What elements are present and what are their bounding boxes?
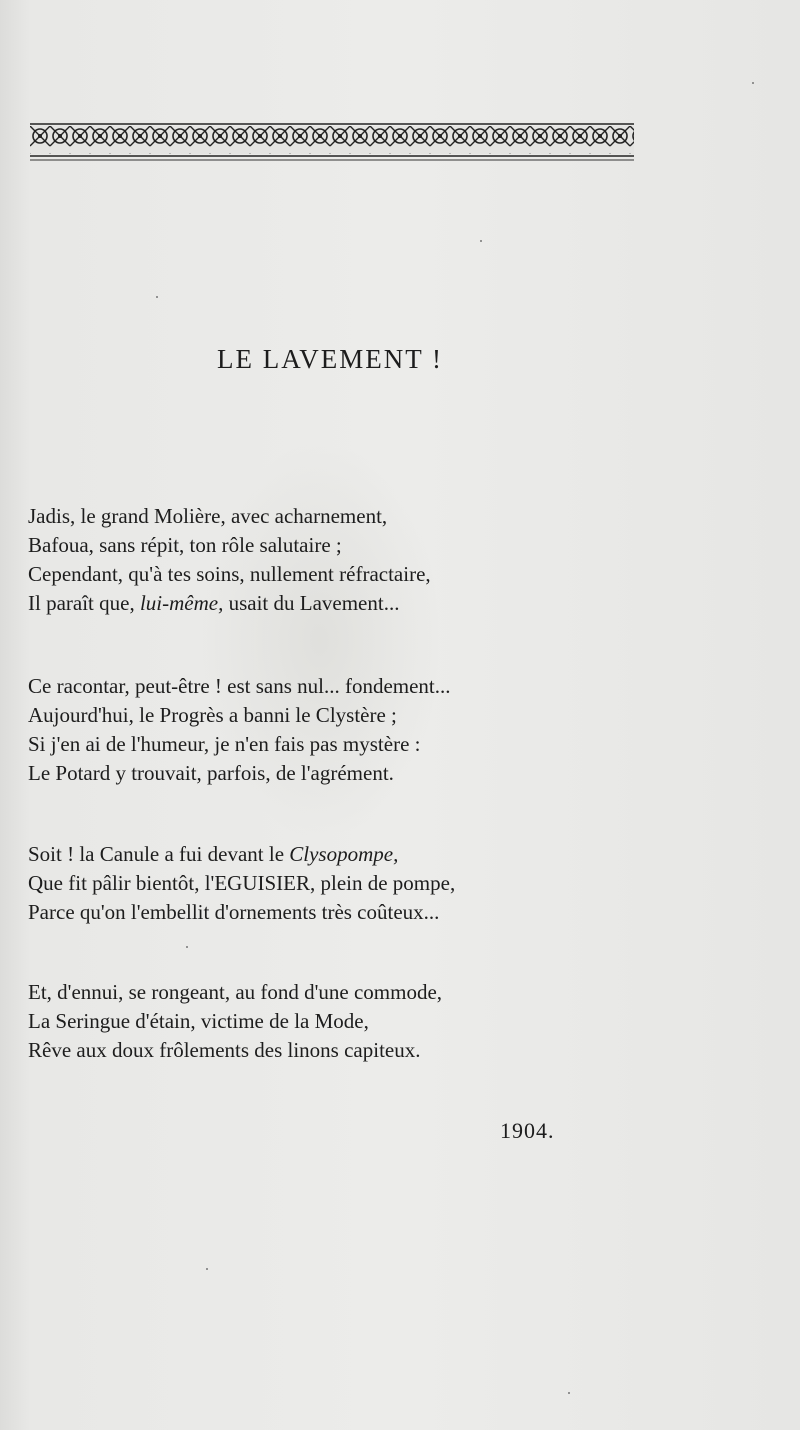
poem-date: 1904.	[500, 1118, 555, 1143]
italic-emphasis: lui-même,	[139, 591, 224, 615]
verse-line: Le Potard y trouvait, parfois, de l'agrément.	[28, 761, 394, 785]
paper-speck	[568, 1392, 570, 1394]
verse-line: Rêve aux doux frôlements des linons capiteux.	[28, 1038, 421, 1062]
verse-line: Bafoua, sans répit, ton rôle salutaire ;	[28, 533, 342, 557]
verse-line: Aujourd'hui, le Progrès a banni le Clystère ;	[28, 703, 397, 727]
paper-speck	[156, 296, 158, 298]
verse-line: Que fit pâlir bientôt, l'EGUISIER, plein de pompe,	[28, 871, 456, 895]
verse-line: Et, d'ennui, se rongeant, au fond d'une commode,	[28, 980, 443, 1004]
italic-emphasis: Clysopompe,	[289, 842, 399, 866]
stanza-4	[28, 978, 442, 1065]
verse-text: Il paraît que,	[28, 591, 140, 615]
verse-line: La Seringue d'étain, victime de la Mode,	[28, 1009, 369, 1033]
stanza-3	[28, 840, 455, 927]
paper-speck	[206, 1268, 208, 1270]
paper-speck	[752, 82, 754, 84]
verse-line: Jadis, le grand Molière, avec acharnement,	[28, 504, 388, 528]
verse-text: usait du Lavement...	[223, 591, 400, 615]
paper-speck	[186, 946, 188, 948]
stanza-2	[28, 672, 451, 788]
verse-line: Cependant, qu'à tes soins, nullement réfractaire,	[28, 562, 431, 586]
verse-text: Soit ! la Canule a fui devant le	[28, 842, 290, 866]
paper-speck	[480, 240, 482, 242]
verse-line: Ce racontar, peut-être ! est sans nul... fondement...	[28, 674, 451, 698]
verse-line: Parce qu'on l'embellit d'ornements très coûteux...	[28, 900, 440, 924]
stanza-1	[28, 502, 431, 618]
poem-title: LE LAVEMENT !	[217, 344, 443, 374]
decorative-ornament-band	[30, 122, 634, 162]
verse-line: Si j'en ai de l'humeur, je n'en fais pas mystère :	[28, 732, 421, 756]
verse-line	[28, 840, 455, 869]
verse-line	[28, 589, 431, 618]
